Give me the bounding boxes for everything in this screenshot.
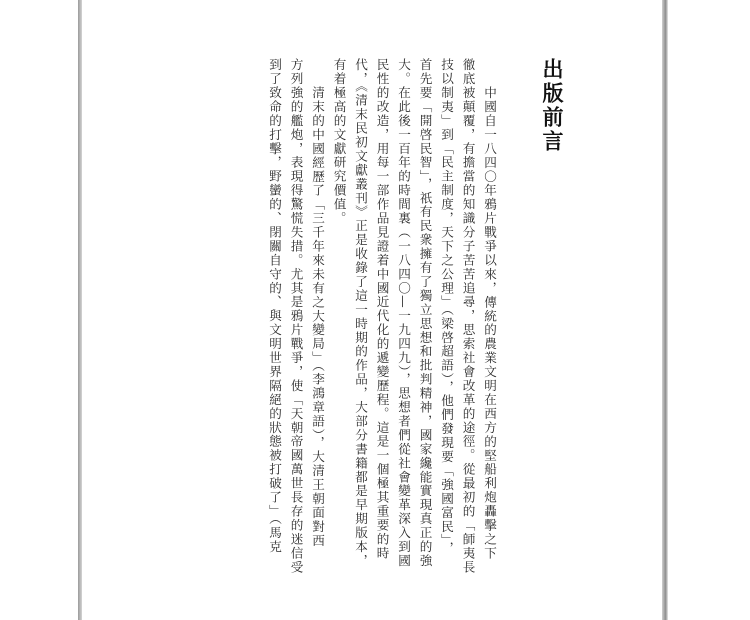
- text-line: 技以制夷」到「民主制度，天下之公理」（梁啓超語），他們發現要「強國富民」，: [439, 58, 454, 556]
- text-line: 清末的中國經歷了「三千年來未有之大變局」（李鴻章語），大清王朝面對西: [310, 86, 325, 548]
- paragraph-2: [264, 58, 329, 618]
- text-line: 中國自一八四〇年鴉片戰爭以來，傳統的農業文明在西方的堅船利炮轟擊之下: [482, 86, 497, 561]
- text-line: 首先要「開啓民智」，祇有民衆擁有了獨立思想和批判精神，國家纔能實現真正的強: [417, 58, 433, 568]
- paragraph-1: [328, 58, 500, 618]
- preface-body: [264, 58, 501, 618]
- page-title: 出版前言: [540, 58, 565, 154]
- text-line: 民性的改造，用每一部作品見證着中國近代化的遞變歷程。這是一個極其重要的時: [374, 58, 390, 561]
- text-line: 到了致命的打擊，野蠻的、閉關自守的、與文明世界隔絕的狀態被打破了」（馬克: [267, 58, 282, 554]
- text-line: 有着極高的文獻研究價值。: [331, 58, 347, 226]
- text-line: 徹底被顛覆，有擔當的知識分子苦苦追尋，思索社會改革的途徑。從最初的「師夷長: [460, 58, 476, 575]
- page-right-edge: [662, 0, 668, 620]
- text-line: 代，《清末民初文獻叢刊》正是收錄了這一時期的作品，大部分書籍都是早期版本，: [353, 58, 368, 568]
- text-line: 方列強的艦炮，表現得驚慌失措。尤其是鴉片戰爭，使「天朝帝國萬世長存的迷信受: [288, 58, 304, 575]
- text-line: 大。在此後一百年的時間裏（一八四〇—一九四九），思想者們從社會變革深入到國: [396, 58, 411, 568]
- book-page: [82, 0, 662, 620]
